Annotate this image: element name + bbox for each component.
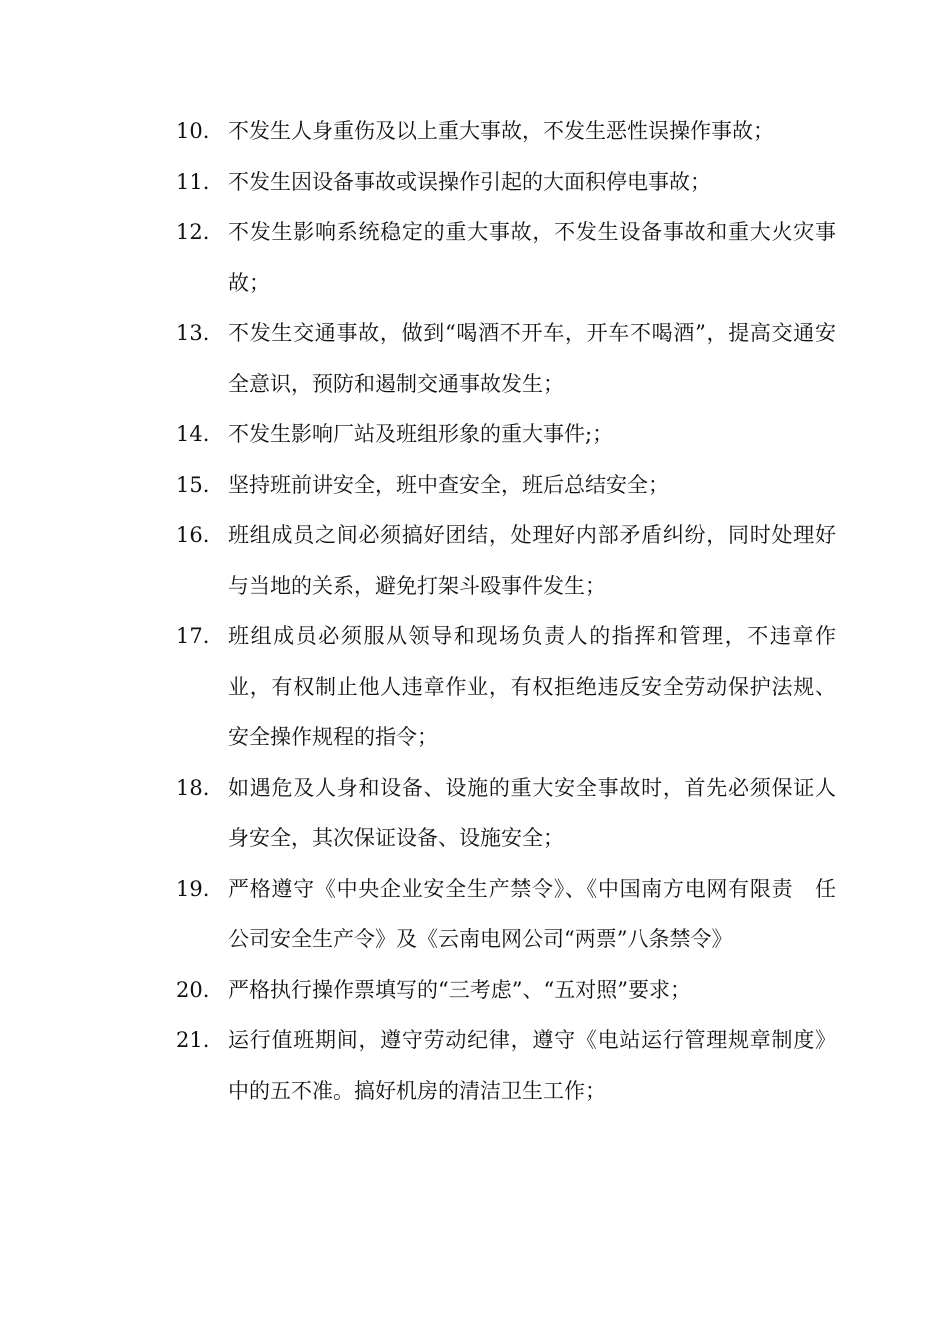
item-number: 21. bbox=[176, 1028, 210, 1052]
list-item bbox=[176, 409, 836, 460]
list-item bbox=[176, 1015, 836, 1116]
item-text: 班组成员之间必须搞好团结，处理好内部矛盾纠纷，同时处理好与当地的关系，避免打架斗殴事件发生； bbox=[228, 523, 836, 598]
item-number: 17. bbox=[176, 624, 210, 648]
rules-list bbox=[176, 106, 836, 1116]
item-number: 12. bbox=[176, 220, 210, 244]
item-text: 不发生人身重伤及以上重大事故，不发生恶性误操作事故； bbox=[228, 119, 774, 143]
item-text: 运行值班期间，遵守劳动纪律，遵守《电站运行管理规章制度》中的五不准。搞好机房的清洁卫生工作； bbox=[228, 1028, 836, 1103]
item-text: 不发生影响厂站及班组形象的重大事件;； bbox=[228, 422, 614, 446]
item-number: 20. bbox=[176, 977, 210, 1002]
list-item bbox=[176, 864, 836, 965]
item-text: 班组成员必须服从领导和现场负责人的指挥和管理，不违章作业，有权制止他人违章作业，有权拒绝违反安全劳动保护法规、安全操作规程的指令； bbox=[228, 624, 836, 749]
list-item bbox=[176, 308, 836, 409]
list-item bbox=[176, 460, 836, 511]
item-number: 19. bbox=[176, 876, 210, 901]
item-text: 不发生交通事故，做到“喝酒不开车，开车不喝酒”，提高交通安全意识，预防和遏制交通事故发生； bbox=[228, 321, 836, 396]
list-item bbox=[176, 157, 836, 208]
item-text: 如遇危及人身和设备、设施的重大安全事故时，首先必须保证人身安全，其次保证设备、设施安全； bbox=[228, 775, 836, 850]
item-number: 10. bbox=[176, 119, 210, 143]
list-item bbox=[176, 106, 836, 157]
list-item bbox=[176, 965, 836, 1016]
list-item bbox=[176, 611, 836, 763]
item-text: 严格遵守《中央企业安全生产禁令》、《中国南方电网有限责 任公司安全生产令》及《云南电网公司“两票”八条禁令》 bbox=[228, 876, 836, 951]
item-number: 14. bbox=[176, 422, 210, 446]
item-number: 15. bbox=[176, 472, 210, 497]
item-text: 坚持班前讲安全，班中查安全，班后总结安全； bbox=[228, 472, 669, 497]
item-text: 不发生因设备事故或误操作引起的大面积停电事故； bbox=[228, 169, 711, 194]
list-item bbox=[176, 207, 836, 308]
item-number: 18. bbox=[176, 775, 210, 800]
item-number: 16. bbox=[176, 523, 210, 547]
list-item bbox=[176, 510, 836, 611]
item-text: 严格执行操作票填写的“三考虑”、“五对照”要求； bbox=[228, 977, 691, 1002]
item-number: 13. bbox=[176, 321, 210, 345]
item-number: 11. bbox=[176, 169, 210, 194]
list-item bbox=[176, 763, 836, 864]
item-text: 不发生影响系统稳定的重大事故，不发生设备事故和重大火灾事故； bbox=[228, 220, 836, 295]
